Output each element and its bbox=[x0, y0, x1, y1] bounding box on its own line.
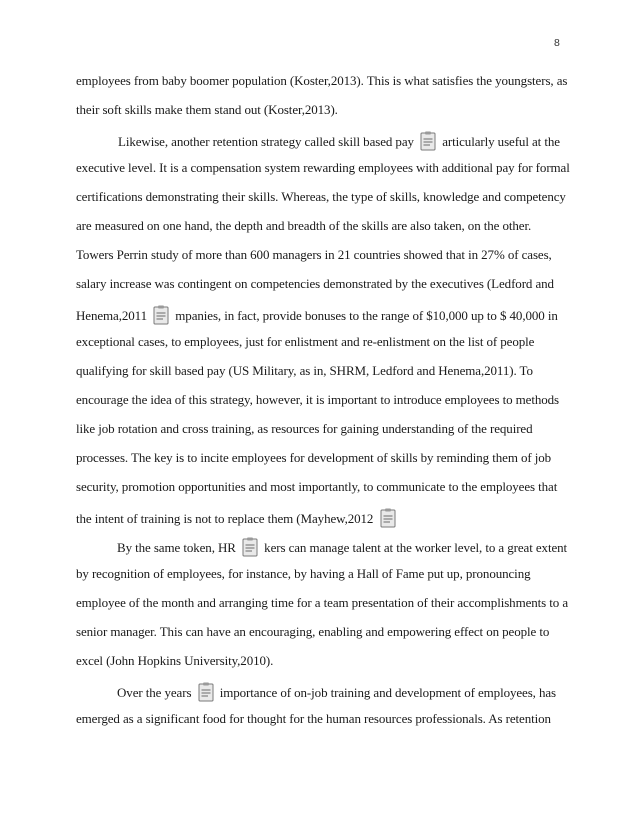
line-text: Towers Perrin study of more than 600 managers in 21 countries showed that in 27% of cases, bbox=[76, 247, 552, 262]
text-line bbox=[76, 102, 338, 118]
line-text: qualifying for skill based pay (US Military, as in, SHRM, Ledford and Henema,2011). To bbox=[76, 363, 533, 378]
line-text: are measured on one hand, the depth and breadth of the skills are also taken, on the other. bbox=[76, 218, 532, 233]
text-line bbox=[117, 537, 567, 557]
text-line bbox=[76, 189, 566, 205]
line-text: senior manager. This can have an encouraging, enabling and empowering effect on people to bbox=[76, 624, 550, 639]
comment-note-icon[interactable] bbox=[197, 682, 215, 702]
line-text: importance of on-job training and development of employees, has bbox=[219, 685, 557, 700]
text-line bbox=[76, 566, 531, 582]
text-line bbox=[76, 624, 549, 640]
text-line bbox=[76, 508, 399, 528]
line-text: employees from baby boomer population (Koster,2013). This is what satisfies the youngsters, as bbox=[76, 73, 568, 88]
comment-note-icon[interactable] bbox=[241, 537, 259, 557]
text-line bbox=[76, 160, 570, 176]
line-text: processes. The key is to incite employees for development of skills by reminding them of job bbox=[76, 450, 552, 465]
line-text: articularly useful at the bbox=[442, 134, 560, 149]
line-text: Over the years bbox=[117, 685, 192, 700]
line-text: their soft skills make them stand out (Koster,2013). bbox=[76, 102, 338, 117]
text-line bbox=[76, 276, 554, 292]
text-line bbox=[76, 479, 557, 495]
line-text: by recognition of employees, for instance, by having a Hall of Fame put up, pronouncing bbox=[76, 566, 531, 581]
line-text: encourage the idea of this strategy, however, it is important to introduce employees to methods bbox=[76, 392, 560, 407]
text-line bbox=[76, 595, 568, 611]
line-text: By the same token, HR bbox=[117, 540, 236, 555]
line-text: emerged as a significant food for thought for the human resources professionals. As retention bbox=[76, 711, 551, 726]
line-text: Henema,2011 bbox=[76, 308, 147, 323]
text-line bbox=[76, 334, 534, 350]
line-text: certifications demonstrating their skills. Whereas, the type of skills, knowledge and competency bbox=[76, 189, 566, 204]
line-text: security, promotion opportunities and most importantly, to communicate to the employees that bbox=[76, 479, 558, 494]
text-line bbox=[76, 305, 558, 325]
line-text: exceptional cases, to employees, just for enlistment and re-enlistment on the list of people bbox=[76, 334, 535, 349]
line-text: the intent of training is not to replace them (Mayhew,2012 bbox=[76, 511, 374, 526]
text-line bbox=[118, 131, 560, 151]
line-text: like job rotation and cross training, as resources for gaining understanding of the required bbox=[76, 421, 533, 436]
text-line bbox=[117, 682, 556, 702]
text-line bbox=[76, 421, 533, 437]
comment-note-icon[interactable] bbox=[419, 131, 437, 151]
text-line bbox=[76, 247, 552, 263]
line-text: salary increase was contingent on competencies demonstrated by the executives (Ledford and bbox=[76, 276, 554, 291]
line-text: excel (John Hopkins University,2010). bbox=[76, 653, 274, 668]
line-text: executive level. It is a compensation system rewarding employees with additional pay for formal bbox=[76, 160, 570, 175]
comment-note-icon[interactable] bbox=[152, 305, 170, 325]
line-text: mpanies, in fact, provide bonuses to the range of $10,000 up to $ 40,000 in bbox=[175, 308, 558, 323]
line-text: kers can manage talent at the worker level, to a great extent bbox=[264, 540, 568, 555]
line-text: Likewise, another retention strategy called skill based pay bbox=[118, 134, 414, 149]
text-line bbox=[76, 653, 273, 669]
text-line bbox=[76, 363, 533, 379]
page-number: 8 bbox=[554, 37, 560, 49]
text-line bbox=[76, 392, 559, 408]
text-line bbox=[76, 711, 551, 727]
text-line bbox=[76, 450, 551, 466]
comment-note-icon[interactable] bbox=[379, 508, 397, 528]
text-line bbox=[76, 73, 567, 89]
line-text: employee of the month and arranging time for a team presentation of their accomplishments to a bbox=[76, 595, 569, 610]
text-line bbox=[76, 218, 531, 234]
